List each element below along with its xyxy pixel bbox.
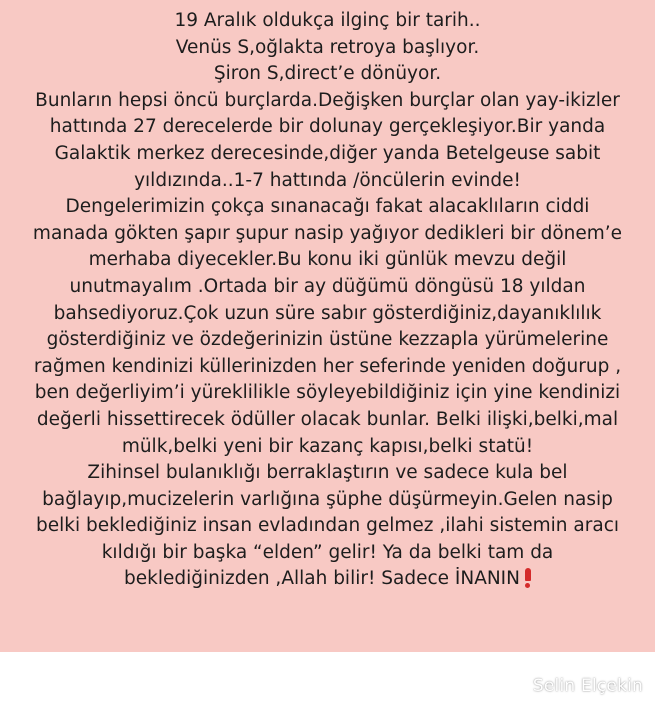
post-line-5: hattında 27 derecelerde bir dolunay gerçekleşiyor.Bir yanda	[49, 116, 606, 138]
post-line-18: Zihinsel bulanıklığı berraklaştırın ve sadece kula bel	[87, 462, 568, 484]
bottom-strip	[0, 652, 655, 706]
post-line-15: ben değerliyim’i yüreklilikle söyleyebildiğiniz için yine kendinizi	[34, 382, 621, 404]
post-line-8: Dengelerimizin çokça sınanacağı fakat alacaklıların ciddi	[65, 196, 590, 218]
author-watermark: Selin Elçekin	[532, 676, 643, 696]
post-line-6: Galaktik merkez derecesinde,diğer yanda Betelgeuse sabit	[54, 142, 601, 164]
post-line-11: unutmayalım .Ortada bir ay düğümü döngüsü 18 yıldan	[69, 275, 586, 297]
post-line-7: yıldızında..1-7 hattında /öncülerin evinde!	[134, 169, 521, 191]
post-line-12: bahsediyoruz.Çok uzun süre sabır gösterdiğiniz,dayanıklılık	[53, 302, 602, 324]
post-line-21: kıldığı bir başka “elden” gelir! Ya da belki tam da	[101, 541, 554, 563]
post-line-16: değerli hissettirecek ödüller olacak bunlar. Belki ilişki,belki,mal	[36, 408, 619, 430]
post-line-17: mülk,belki yeni bir kazanç kapısı,belki statü!	[121, 435, 534, 457]
post-line-22-text: beklediğinizden ,Allah bilir! Sadece İNANIN	[124, 568, 520, 590]
red-exclamation-icon	[525, 568, 531, 587]
post-line-22	[0, 566, 655, 593]
post-line-1: 19 Aralık oldukça ilginç bir tarih..	[174, 10, 481, 31]
post-line-14: rağmen kendinizi küllerinizden her seferinde yeniden doğurup ,	[33, 355, 622, 377]
post-line-4: Bunların hepsi öncü burçlarda.Değişken burçlar olan yay-ikizler	[35, 89, 620, 111]
post-line-13: gösterdiğiniz ve özdeğerinizin üstüne kezzapla yürümelerine	[46, 329, 609, 351]
post-text	[0, 8, 655, 593]
post-line-9: manada gökten şapır şupur nasip yağıyor dedikleri bir dönem’e	[32, 222, 623, 244]
post-line-2: Venüs S,oğlakta retroya başlıyor.	[175, 36, 480, 58]
post-line-19: bağlayıp,mucizelerin varlığına şüphe düşürmeyin.Gelen nasip	[42, 488, 613, 510]
post-line-10: merhaba diyecekler.Bu konu iki günlük mevzu değil	[88, 249, 567, 271]
post-line-3: Şiron S,direct’e dönüyor.	[213, 63, 442, 85]
post-line-20: belki beklediğiniz insan evladından gelmez ,ilahi sistemin aracı	[35, 515, 620, 537]
